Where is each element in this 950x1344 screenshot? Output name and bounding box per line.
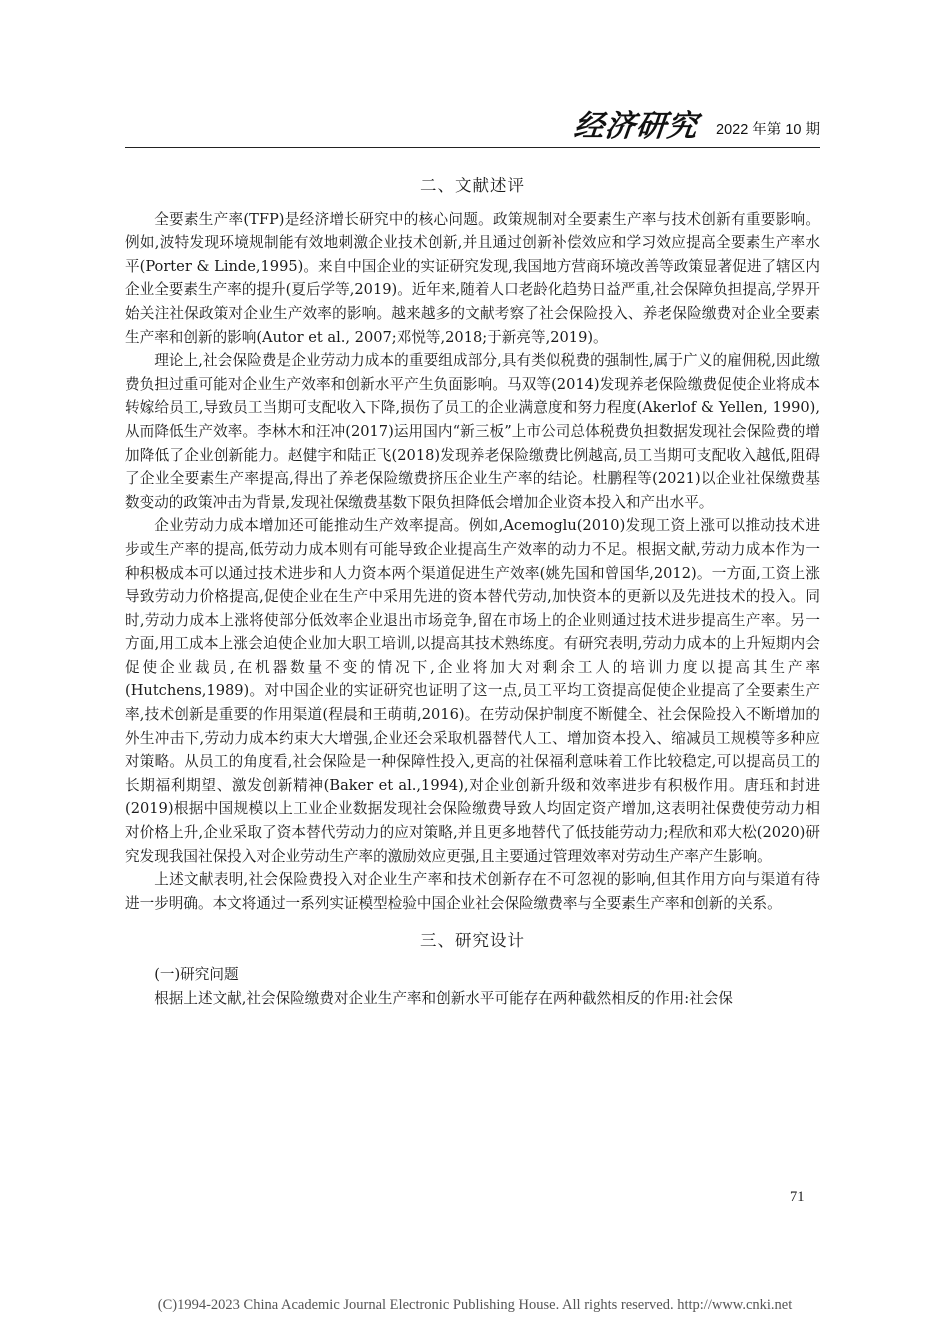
header-rule [125, 147, 820, 148]
journal-logo: 经济研究 [572, 109, 700, 144]
paragraph: 全要素生产率(TFP)是经济增长研究中的核心问题。政策规制对全要素生产率与技术创新有重要影响。例如,波特发现环境规制能有效地刺激企业技术创新,并且通过创新补偿效应和学习效应提高全要素生产率水平(Porter & Linde,1995)。来自中国企业的实证研究发现,我国地方营商环境改善等政策显著促进了辖区内企业全要素生产率的提升(夏后学等,2019)。近年来,随着人口老龄化趋势日益严重,社会保障负担提高,学界开始关注社保政策对企业生产效率的影响。越来越多的文献考察了社会保险投入、养老保险缴费对企业全要素生产率和创新的影响(Autor et al., 2007;邓悦等,2018;于新亮等,2019)。 [125, 210, 820, 346]
issue-label: 2022 年第 10 期 [716, 122, 820, 138]
article-body [125, 170, 820, 1010]
copyright-footer: (C)1994-2023 China Academic Journal Electronic Publishing House. All rights reserved. http://www.cnki.net [157, 1297, 793, 1313]
running-header [125, 108, 820, 146]
paragraph: 根据上述文献,社会保险缴费对企业生产率和创新水平可能存在两种截然相反的作用:社会保 [154, 989, 733, 1007]
subsection-title: (一)研究问题 [154, 966, 239, 983]
paragraph: 企业劳动力成本增加还可能推动生产效率提高。例如,Acemoglu(2010)发现工资上涨可以推动技术进步或生产率的提高,低劳动力成本则有可能导致企业提高生产效率的动力不足。根据文献,劳动力成本作为一种积极成本可以通过技术进步和人力资本两个渠道促进生产效率(姚先国和曾国华,2012)。一方面,工资上涨导致劳动力价格提高,促使企业在生产中采用先进的资本替代劳动,加快资本的更新以及先进技术的投入。同时,劳动力成本上涨将使部分低效率企业退出市场竞争,留在市场上的企业则通过技术进步提高生产率。另一方面,用工成本上涨会迫使企业加大职工培训,以提高其技术熟练度。有研究表明,劳动力成本的上升短期内会促使企业裁员,在机器数量不变的情况下,企业将加大对剩余工人的培训力度以提高其生产率(Hutchens,1989)。对中国企业的实证研究也证明了这一点,员工平均工资提高促使企业提高了全要素生产率,技术创新是重要的作用渠道(程晨和王萌萌,2016)。在劳动保护制度不断健全、社会保险投入不断增加的外生冲击下,劳动力成本约束大大增强,企业还会采取机器替代人工、增加资本投入、缩减员工规模等多种应对策略。从员工的角度看,社会保险是一种保障性投入,更高的社保福利意味着工作比较稳定,可以提高员工的长期福利期望、激发创新精神(Baker et al.,1994),对企业创新升级和效率进步有积极作用。唐珏和封进(2019)根据中国规模以上工业企业数据发现社会保险缴费导致人均固定资产增加,这表明社保费使劳动力相对价格上升,企业采取了资本替代劳动力的应对策略,并且更多地替代了低技能劳动力;程欣和邓大松(2020)研究发现我国社保投入对企业劳动生产率的激励效应更强,且主要通过管理效率对劳动生产率产生影响。 [125, 517, 820, 865]
page-number: 71 [790, 1189, 805, 1205]
paragraph: 理论上,社会保险费是企业劳动力成本的重要组成部分,具有类似税费的强制性,属于广义的雇佣税,因此缴费负担过重可能对企业生产效率和创新水平产生负面影响。马双等(2014)发现养老保险缴费促使企业将成本转嫁给员工,导致员工当期可支配收入下降,损伤了员工的企业满意度和努力程度(Akerlof & Yellen, 1990),从而降低生产效率。李林木和汪冲(2017)运用国内“新三板”上市公司总体税费负担数据发现社会保险费的增加降低了企业创新能力。赵健宇和陆正飞(2018)发现养老保险缴费比例越高,员工当期可支配收入越低,阻碍了企业全要素生产率提高,得出了养老保险缴费挤压企业生产率的结论。杜鹏程等(2021)以企业社保缴费基数变动的政策冲击为背景,发现社保缴费基数下限负担降低会增加企业资本投入和产出水平。 [125, 352, 820, 511]
paragraph: 上述文献表明,社会保险费投入对企业生产率和技术创新存在不可忽视的影响,但其作用方向与渠道有待进一步明确。本文将通过一系列实证模型检验中国企业社会保险缴费率与全要素生产率和创新的关系。 [125, 871, 820, 912]
section-title: 二、文献述评 [420, 176, 525, 195]
section-title: 三、研究设计 [420, 931, 525, 951]
